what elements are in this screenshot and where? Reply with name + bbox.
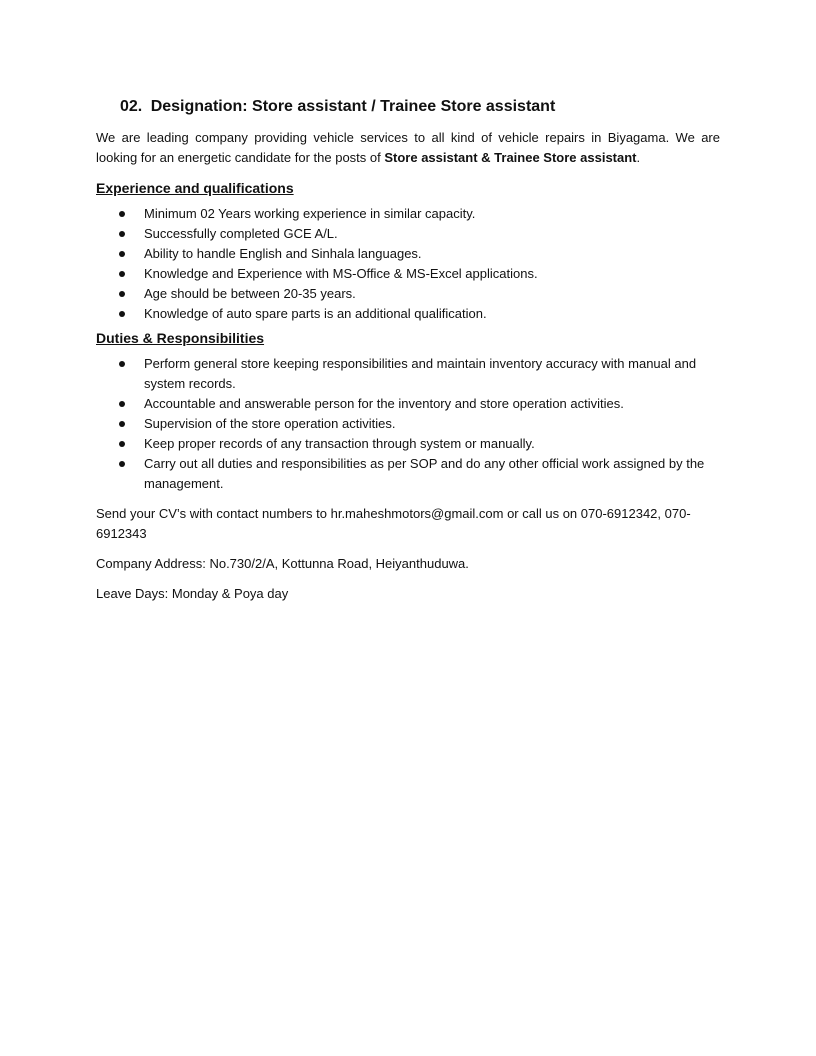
- intro-suffix: .: [636, 150, 641, 165]
- leave-days-paragraph: Leave Days: Monday & Poya day: [96, 586, 289, 601]
- bullet-icon: [119, 211, 125, 217]
- list-item-text: Ability to handle English and Sinhala languages.: [144, 246, 422, 261]
- list-item-text: Knowledge and Experience with MS-Office & MS-Excel applications.: [144, 266, 538, 281]
- intro-prefix: We are leading company providing vehicle services to all kind of vehicle repairs in Biyagama. We are looking for an energetic candidate for the posts of: [96, 130, 720, 165]
- list-item: [96, 264, 720, 284]
- experience-list: [96, 204, 720, 324]
- intro-bold-posts: Store assistant & Trainee Store assistant: [384, 150, 637, 165]
- list-item: [96, 284, 720, 304]
- experience-section-title: Experience and qualifications: [96, 180, 294, 196]
- list-item-text: Carry out all duties and responsibilities as per SOP and do any other official work assigned by the management.: [144, 456, 705, 491]
- bullet-icon: [119, 271, 125, 277]
- address-paragraph: Company Address: No.730/2/A, Kottunna Road, Heiyanthuduwa.: [96, 556, 469, 571]
- bullet-icon: [119, 421, 125, 427]
- bullet-icon: [119, 231, 125, 237]
- list-item-text: Keep proper records of any transaction through system or manually.: [144, 436, 535, 451]
- list-item-text: Knowledge of auto spare parts is an additional qualification.: [144, 306, 487, 321]
- designation-heading: [120, 96, 720, 118]
- heading-text: Designation: Store assistant / Trainee Store assistant: [150, 98, 556, 115]
- list-item-text: Accountable and answerable person for the inventory and store operation activities.: [144, 396, 624, 411]
- duties-section-title: Duties & Responsibilities: [96, 330, 265, 346]
- list-item: [96, 224, 720, 244]
- intro-paragraph: [96, 128, 720, 168]
- list-item-text: Minimum 02 Years working experience in similar capacity.: [144, 206, 476, 221]
- list-item: [96, 244, 720, 264]
- list-item: [96, 434, 720, 454]
- list-item-text: Perform general store keeping responsibilities and maintain inventory accuracy with manual and system records.: [144, 356, 697, 391]
- bullet-icon: [119, 311, 125, 317]
- bullet-icon: [119, 291, 125, 297]
- list-item-text: Supervision of the store operation activities.: [144, 416, 396, 431]
- bullet-icon: [119, 251, 125, 257]
- contact-paragraph: Send your CV’s with contact numbers to hr.maheshmotors@gmail.com or call us on 070-6912342, 070-6912343: [96, 506, 691, 541]
- duties-list: [96, 354, 720, 494]
- list-item-text: Successfully completed GCE A/L.: [144, 226, 338, 241]
- bullet-icon: [119, 441, 125, 447]
- document-page: [96, 96, 720, 614]
- bullet-icon: [119, 401, 125, 407]
- list-item-text: Age should be between 20-35 years.: [144, 286, 356, 301]
- list-item: [96, 304, 720, 324]
- list-item: [96, 454, 720, 494]
- heading-number: 02.: [120, 98, 143, 115]
- bullet-icon: [119, 461, 125, 467]
- list-item: [96, 414, 720, 434]
- list-item: [96, 204, 720, 224]
- list-item: [96, 354, 720, 394]
- list-item: [96, 394, 720, 414]
- bullet-icon: [119, 361, 125, 367]
